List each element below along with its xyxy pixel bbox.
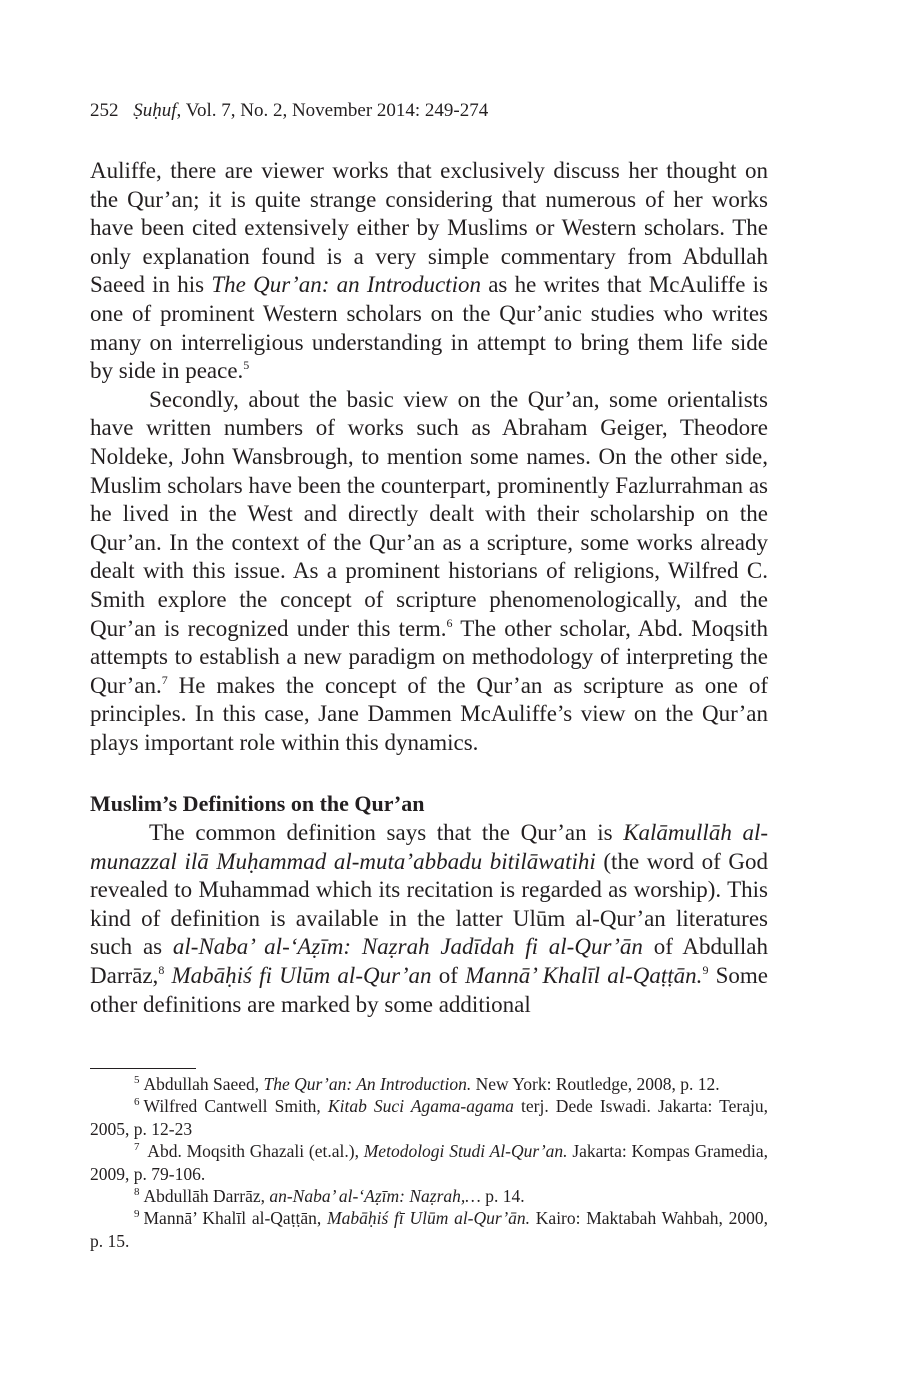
footnote-ref-9[interactable]: 9 <box>702 963 709 978</box>
section-heading: Muslim’s Definitions on the Qur’an <box>90 791 425 817</box>
footnote-6 <box>90 1095 768 1140</box>
footnote-text-end: Kairo: Maktabah Wahbah, 2000, p. 15. <box>90 1208 768 1251</box>
footnote-text: Wilfred Cantwell Smith, <box>143 1096 328 1117</box>
footnote-ref-6[interactable]: 6 <box>446 615 453 630</box>
footnote-text: Abdullāh Darrāz, <box>143 1186 270 1207</box>
footnote-title: an-Naba’ al-‘Aẓīm: Naẓrah,… <box>269 1186 481 1207</box>
footnote-number: 8 <box>134 1186 140 1199</box>
journal-title: Ṣuḥuf <box>133 100 177 121</box>
paragraph-3-text-c: of Abdullah Darrāz, <box>90 934 768 989</box>
footnote-title: The Qur’an: An Introduction. <box>263 1074 472 1094</box>
footnote-ref-8[interactable]: 8 <box>158 963 165 978</box>
paragraph-2-text-b: The other scholar, Abd. Moqsith attempts to establish a new paradigm on methodology of interpreting the Qur’an. <box>90 615 768 698</box>
cited-work-2: Mabāḥiś fi Ulūm al-Qur’an <box>164 963 432 989</box>
paragraph-1-text-end: as he writes that McAuliffe is one of prominent Western scholars on the Qur’anic studies who writes many on interreligious understanding in attempt to bring them life side by side in peace. <box>90 272 768 384</box>
footnote-text: Abdullah Saeed, <box>143 1074 264 1094</box>
footnote-number: 9 <box>134 1208 140 1221</box>
paragraph-2-text-c: He makes the concept of the Qur’an as scripture as one of principles. In this case, Jane Dammen McAuliffe’s view on the Qur’an plays important role within this dynamics. <box>90 672 768 755</box>
paragraph-3-text-b: (the word of God revealed to Muhammad which its recitation is regarded as worship). This kind of definition is available in the latter Ulūm al-Qur’an literatures such as <box>90 848 769 960</box>
running-head <box>90 100 790 122</box>
book-title: The Qur’an: an Introduction <box>211 272 481 298</box>
footnote-ref-5[interactable]: 5 <box>243 358 250 373</box>
paragraph-3 <box>90 819 768 1019</box>
footnote-number: 5 <box>134 1074 140 1086</box>
footnote-7 <box>90 1140 768 1185</box>
arabic-definition: Kalāmullāh al-munazzal ilā Muḥammad al-muta’abbadu bitilāwatihi <box>90 820 768 874</box>
footnote-text: Abd. Moqsith Ghazali (et.al.), <box>143 1141 364 1162</box>
footnote-5 <box>90 1073 768 1095</box>
footnote-9 <box>90 1207 768 1252</box>
paragraph-3-text-a: The common definition says that the Qur’an is <box>149 820 624 846</box>
footnote-ref-7[interactable]: 7 <box>161 672 168 687</box>
page-number: 252 <box>90 100 119 121</box>
footnote-text-end: Jakarta: Kompas Gramedia, 2009, p. 79-106. <box>90 1141 768 1184</box>
paragraph-1 <box>90 157 768 386</box>
paragraph-2-text: Secondly, about the basic view on the Qur’an, some orientalists have written numbers of works such as Abraham Geiger, Theodore Noldeke, John Wansbrough, to mention some names. On the other side, Muslim scholars have been the counterpart, prominently Fazlurrahman as he lived in the West and directly dealt with their scholarship on the Qur’an. In the context of the Qur’an as a scripture, some works already dealt with this issue. As a prominent historians of religions, Wilfred C. Smith explore the concept of scripture phenomenologically, and the Qur’an is recognized under this term. <box>90 386 768 641</box>
footnote-number: 6 <box>134 1096 140 1109</box>
body-text <box>90 157 768 1019</box>
paragraph-3-text-e: Some other definitions are marked by some additional <box>90 963 769 1017</box>
footnote-divider <box>90 1068 196 1069</box>
footnote-text-end: p. 14. <box>480 1186 525 1207</box>
journal-issue: , Vol. 7, No. 2, November 2014: 249-274 <box>176 100 489 121</box>
footnote-title: Metodologi Studi Al-Qur’an. <box>363 1141 568 1162</box>
footnote-title: Kitab Suci Agama-agama <box>327 1096 514 1117</box>
footnote-text-end: terj. Dede Iswadi. Jakarta: Teraju, 2005, p. 12-23 <box>90 1096 768 1139</box>
footnote-8 <box>90 1185 768 1207</box>
paragraph-2 <box>90 386 768 758</box>
cited-work-1: al-Naba’ al-‘Aẓīm: Naẓrah Jadīdah fi al-Qur’ān <box>172 934 643 960</box>
footnote-text: Mannā’ Khalīl al-Qaṭṭān, <box>143 1208 328 1229</box>
paragraph-3-text-d: of <box>431 963 466 989</box>
footnote-title: Mabāḥiś fī Ulūm al-Qur’ān. <box>327 1208 531 1229</box>
footnote-text-end: New York: Routledge, 2008, p. 12. <box>471 1074 720 1094</box>
footnotes <box>90 1073 768 1252</box>
cited-author: Mannā’ Khalīl al-Qaṭṭān. <box>465 963 703 989</box>
footnote-number: 7 <box>134 1141 140 1154</box>
paragraph-1-text: Auliffe, there are viewer works that exclusively discuss her thought on the Qur’an; it is quite strange considering that numerous of her works have been cited extensively either by Muslims or Western scholars. The only explanation found is a very simple commentary from Abdullah Saeed in his <box>90 158 768 298</box>
